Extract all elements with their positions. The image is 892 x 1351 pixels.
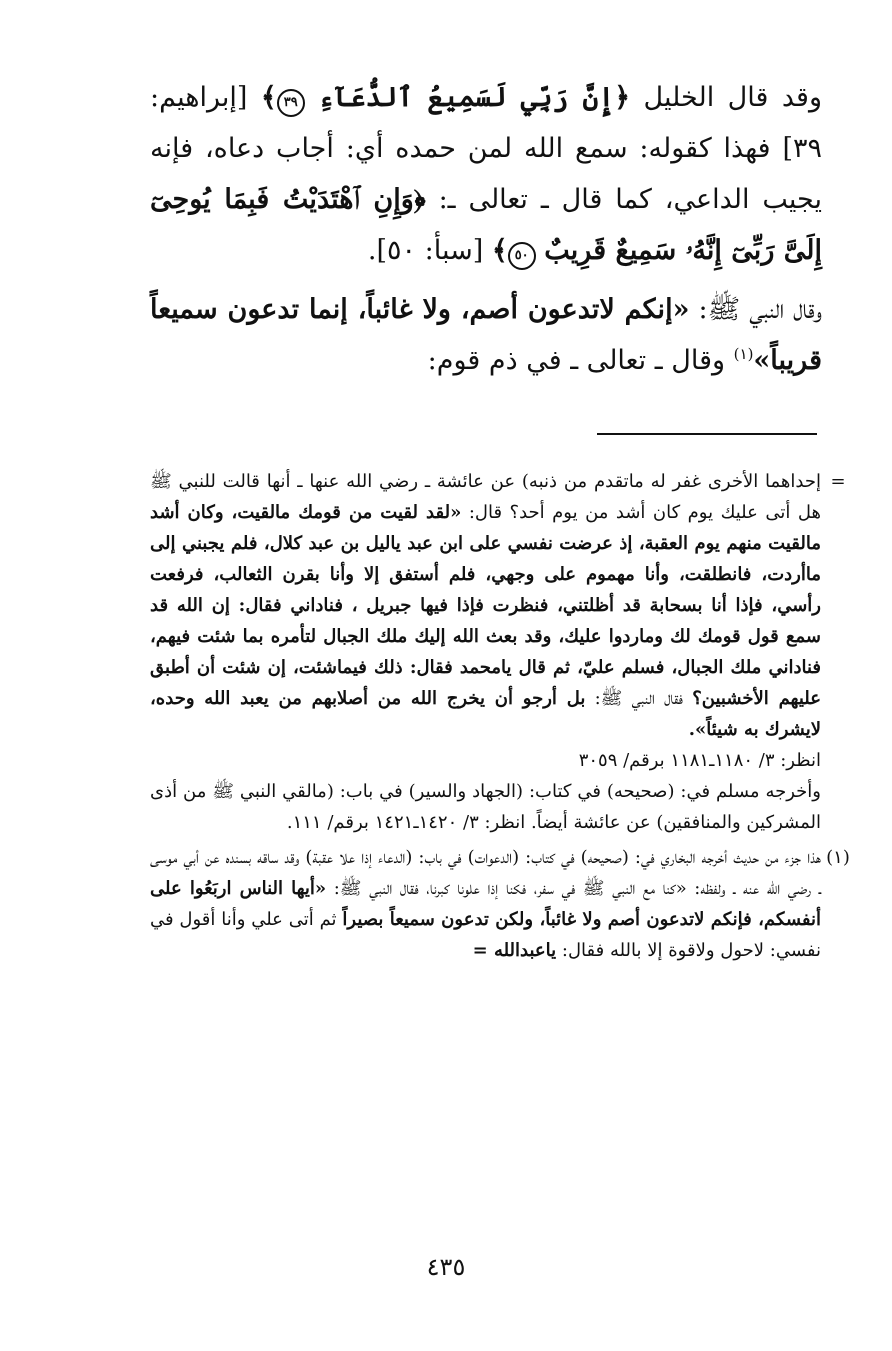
footnote-paragraph [150, 842, 821, 966]
footnote-body [150, 842, 821, 966]
footnote-hadith-text: «أيها الناس اربَعُوا على أنفسكم، فإنكم لاتدعون أصم ولا غائباً، ولكن تدعون سميعاً بصيراً [150, 878, 821, 930]
footnote-separator [597, 433, 817, 435]
main-text [150, 72, 822, 386]
continuation-marker: = [830, 471, 846, 492]
hadith-quote: «إنكم لاتدعون أصم، ولا غائباً، إنما تدعون سميعاً قريباً» [150, 294, 822, 376]
verse-reference-2: [سبأ: ٥٠]. [367, 235, 484, 266]
footnote-hadith-text: «لقد لقيت من قومك مالقيت، وكان أشد مالقيت منهم يوم العقبة، إذ عرضت نفسي على ابن عبد ياليل بن عبد كلال، فلم يجبني إلى ماأردت، فانطلقت، وأنا مهموم على وجهي، فلم أستفق إلا وأنا بقرن الثعالب، فرفعت رأسي، فإذا أنا بسحابة قد أظلتني، فنظرت فإذا فيها جبريل ، فناداني فقال: إن الله قد سمع قول قومك لك وماردوا عليك، وقد بعث الله إليك ملك الجبال لتأمره بما شئت فيهم، فناداني ملك الجبال، فسلم عليّ، ثم قال يامحمد فقال: ذلك فيماشئت، إن شئت أن أطبق عليهم الأخشبين؟ [150, 502, 821, 709]
footnote-hadith-text: بل أرجو أن يخرج الله من أصلابهم من يعبد الله وحده، لايشرك به شيئاً». [150, 688, 821, 740]
footnote-paragraph: وأخرجه مسلم في: (صحيحه) في كتاب: (الجهاد والسير) في باب: (مالقي النبي ﷺ من أذى المشركين والمنافقين) عن عائشة أيضاً. انظر: ٣/ ١٤٢٠ـ١٤٢١ برقم/ ١١١. [150, 781, 821, 833]
verse-1-close: ﴾ [260, 82, 277, 113]
quran-verse-1: ﴿إِنَّ رَبِّي لَسَمِيعُ ٱلدُّعَآءِ [318, 82, 631, 113]
hadith-intro: وقال النبي ﷺ: [698, 294, 822, 325]
footnote-body [150, 466, 821, 838]
footnote-text: ثم أتى علي وأنا أقول في نفسي: لاحول ولاقوة إلا بالله فقال: [150, 909, 821, 961]
footnote-text: هذا جزء من حديث أخرجه البخاري في: (صحيحه) في كتاب: (الدعوات) في باب: (الدعاء إذا علا عقبة) وقد ساقه بسنده عن أبي موسى ـ رضي الله عنه ـ ولفظه: «كنا مع النبي ﷺ في سفر، فكنا إذا علونا كبرنا، فقال النبي ﷺ: [150, 847, 821, 899]
footnote-number: (١) [826, 847, 850, 868]
footnote-reference-line: انظر: ٣/ ١١٨٠ـ١١٨١ برقم/ ٣٠٥٩ [578, 750, 821, 771]
footnote-1 [150, 842, 855, 966]
footnote-text: إحداهما الأخرى غفر له ماتقدم من ذنبه) عن عائشة ـ رضي الله عنها ـ أنها قالت للنبي ﷺ هل أتى عليك يوم كان أشد من يوم أحد؟ قال: [150, 471, 821, 523]
footnote-reference[interactable]: (١) [733, 345, 754, 363]
ayah-number-marker-2: ٥٠ [508, 242, 536, 270]
intro-text: وقد قال الخليل [643, 82, 822, 113]
page-number: ٤٣٥ [426, 1253, 466, 1281]
main-paragraph-1 [150, 72, 822, 276]
ayah-number-marker-1: ٣٩ [277, 89, 305, 117]
hadith-tail: وقال ـ تعالى ـ في ذم قوم: [427, 345, 726, 376]
footnotes [150, 466, 855, 970]
footnote-text: فقال النبي ﷺ: [594, 688, 683, 709]
footnote-hadith-text: ياعبدالله = [472, 940, 557, 961]
footnote-continued [150, 466, 855, 838]
commentary-text: فهذا كقوله: سمع الله لمن حمده أي: أجاب دعاه، فإنه يجيب الداعي، كما قال ـ تعالى ـ: [150, 133, 822, 215]
quran-verse-2: ﴿وَإِنِ ٱهْتَدَيْتُ فَبِمَا يُوحِىٓ إِلَىَّ رَبِّىٓ إِنَّهُۥ سَمِيعٌ قَرِيبٌ [150, 184, 822, 266]
footnote-paragraph [150, 466, 821, 745]
verse-2-close: ﴾ [491, 235, 508, 266]
verse-reference-1: [إبراهيم: ٣٩] [150, 82, 822, 164]
main-paragraph-2 [150, 284, 822, 386]
